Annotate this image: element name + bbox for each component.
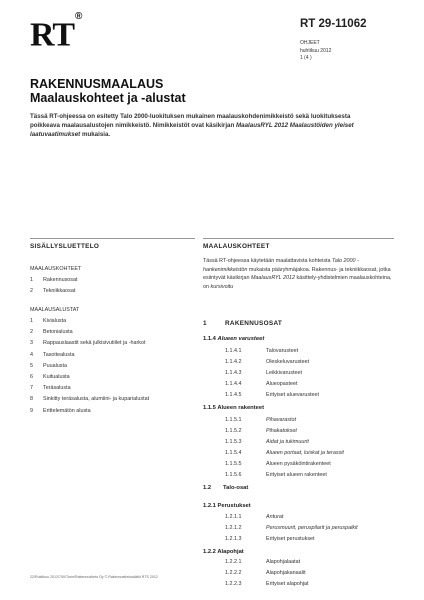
- doc-date: huhtikuu 2012: [300, 47, 332, 54]
- item-number: 1.2.1.3: [225, 536, 242, 542]
- toc-group1-title: MAALAUSKOHTEET: [30, 266, 82, 272]
- rt-logo: [30, 11, 82, 54]
- component-item: [203, 368, 393, 379]
- subsection-1-1-5: [203, 405, 264, 411]
- item-number: 4: [30, 351, 33, 358]
- component-item: [203, 557, 393, 568]
- component-item: [203, 415, 393, 426]
- toc-item: [30, 383, 195, 394]
- item-label: Alapohjakanaalit: [266, 570, 306, 576]
- item-number: 5: [30, 362, 33, 369]
- item-number: 8: [30, 396, 33, 403]
- item-label: Perusmuurit, peruspilarit ja peruspalkit: [266, 525, 358, 531]
- document-meta: [300, 40, 331, 63]
- item-number: 1.2.2.1: [225, 559, 242, 565]
- item-number: 7: [30, 385, 33, 392]
- title-line-2: Maalauskohteet ja -alustat: [30, 91, 186, 105]
- item-label: Alueen pysäköintirakenteet: [266, 461, 331, 467]
- component-item: [203, 523, 393, 534]
- item-number: 1.1.5.5: [225, 461, 242, 467]
- intro-text-2: mukaisia.: [80, 131, 111, 138]
- subsection-num: 1.1.4: [203, 336, 216, 342]
- item-label: Rappauslaastit sekä julkisivutiilet ja -harkot: [43, 340, 146, 347]
- component-item: [203, 568, 393, 579]
- subsection-title: Alueen varusteet: [217, 336, 265, 342]
- para-italic-3: kursivoitu: [210, 283, 234, 290]
- doc-type: OHJEET: [300, 40, 320, 46]
- chapter-1-title: RAKENNUSOSAT: [225, 320, 283, 327]
- toc-heading: SISÄLLYSLUETTELO: [30, 243, 100, 250]
- right-divider: [203, 238, 394, 239]
- item-number: 1.1.5.1: [225, 417, 242, 423]
- item-label: Talovarusteet: [266, 348, 299, 354]
- item-label: Aidat ja tukimuurit: [266, 439, 309, 445]
- item-number: 1.1.4.1: [225, 348, 242, 354]
- item-number: 1.1.5.3: [225, 439, 242, 445]
- item-label: Oleskeluvarusteet: [266, 359, 310, 365]
- item-label: Kuitualusta: [43, 374, 70, 380]
- intro-paragraph: [30, 112, 370, 139]
- item-number: 1.1.5.4: [225, 450, 242, 456]
- item-number: 1.2.2.3: [225, 581, 242, 587]
- item-label: Teräsalusta: [43, 385, 71, 392]
- para-text-a: Tässä RT-ohjeessa käytetään maalattavista kohteista: [203, 258, 333, 264]
- subsection-num: 1.2.1: [203, 503, 216, 509]
- item-label: Puualusta: [43, 362, 67, 369]
- toc-item: [30, 394, 195, 405]
- item-label: Erityiset perustukset: [266, 536, 315, 542]
- component-item: [203, 426, 393, 437]
- component-item: [203, 346, 393, 357]
- subsection-title: Perustukset: [217, 503, 251, 509]
- component-item: [203, 390, 393, 401]
- subsection-1-2-2: [203, 549, 244, 555]
- item-number: 1.1.4.3: [225, 370, 242, 376]
- component-item: [203, 534, 393, 545]
- item-number: 1.2.1.1: [225, 514, 242, 520]
- item-number: 1.1.4.4: [225, 381, 242, 387]
- component-item: [203, 470, 393, 481]
- toc-item: [30, 327, 195, 338]
- item-number: 1: [30, 318, 33, 324]
- subsection-num: 1.2.2: [203, 549, 216, 555]
- para-italic-2: MaalausRYL 2012: [250, 275, 295, 281]
- intro-text-1: Tässä RT-ohjeessa on esitetty Talo 2000-luokituksen mukainen maalauskohdenimikkeistö sekä luokituksesta poikkeava maalausalustojen nimikkeistö. Nimikkeistöt ovat käsikirjan: [30, 113, 351, 129]
- toc-item: [30, 350, 195, 361]
- item-number: 1.1.4.5: [225, 392, 242, 398]
- title-line-1: RAKENNUSMAALAUS: [30, 77, 164, 91]
- component-item: [203, 357, 393, 368]
- item-label: Pihakatokset: [266, 428, 297, 434]
- item-number: 1.2.1.2: [225, 525, 242, 531]
- para-italic-1: Talo 2000 -hankenimikkeistön: [203, 258, 359, 273]
- item-number: 1.1.4.2: [225, 359, 242, 365]
- item-label: Alueopasteet: [266, 381, 298, 387]
- subsection-title: Alueen rakenteet: [217, 405, 265, 411]
- item-label: Alapohjalaatat: [266, 559, 301, 565]
- item-number: 1: [30, 277, 33, 283]
- section-heading: MAALAUSKOHTEET: [203, 243, 270, 250]
- toc-item: [30, 406, 195, 417]
- para-text-c: käsittely-yhdistelmien maalauskohteina, on: [203, 275, 392, 290]
- toc-item: [30, 372, 195, 383]
- page-count: 1 (4 ): [300, 55, 312, 61]
- item-number: 3: [30, 340, 33, 347]
- chapter-1-heading: [203, 320, 283, 327]
- subsection-num: 1.1.5: [203, 405, 216, 411]
- page-footer: 22\Rukitkuu 2012/700/Turin/Rakennustieto Oy © Rakennustietosäätiö RTS 2012: [30, 575, 158, 579]
- item-label: Rakennusosat: [43, 277, 78, 283]
- item-label: Tasoitealusta: [43, 351, 75, 358]
- item-number: 9: [30, 407, 33, 414]
- component-item: [203, 437, 393, 448]
- toc-item: [30, 286, 195, 297]
- subsection-1-2: [203, 485, 249, 491]
- subsection-title: Alapohjat: [217, 549, 244, 555]
- toc-item: [30, 275, 195, 286]
- chapter-1-num: 1: [203, 320, 207, 327]
- subsection-1-1-4: [203, 336, 264, 342]
- page-title: [30, 77, 186, 105]
- item-number: 2: [30, 329, 33, 336]
- item-label: Erityiset alapohjat: [266, 581, 309, 587]
- toc-item: [30, 316, 195, 327]
- subsection-1-2-1: [203, 503, 251, 509]
- subsection-title: Talo-osat: [223, 485, 249, 491]
- component-item: [203, 459, 393, 470]
- toc-divider: [30, 238, 195, 239]
- item-label: Erityiset alueen rakenteet: [266, 472, 327, 478]
- item-label: Leikkivarusteet: [266, 370, 302, 376]
- item-number: 1.1.5.2: [225, 428, 242, 434]
- toc-item: [30, 338, 195, 349]
- logo-text: RT: [30, 16, 75, 54]
- item-label: Pihavarastot: [266, 417, 296, 423]
- registered-mark: ®: [75, 11, 82, 22]
- item-label: Erityiset aluevarusteet: [266, 392, 320, 398]
- component-item: [203, 448, 393, 459]
- section-paragraph: [203, 257, 393, 291]
- item-label: Alueen portaat, luiskat ja terassit: [266, 450, 344, 456]
- document-id: RT 29-11062: [300, 18, 367, 30]
- component-item: [203, 512, 393, 523]
- subsection-num: 1.2: [203, 485, 212, 491]
- item-label: Kivialusta: [43, 318, 67, 324]
- component-item: [203, 579, 393, 590]
- component-item: [203, 379, 393, 390]
- para-text-b: mukaista pääryhmäjakoa. Rakennus- ja tekniikkaosat, jotka esiintyvät käsikirjan: [203, 266, 391, 281]
- item-number: 2: [30, 288, 33, 294]
- intro-italic: MaalausRYL 2012 Maalaustöiden yleiset laatuvaatimukset: [30, 122, 354, 138]
- item-number: 1.1.5.6: [225, 472, 242, 478]
- item-label: Betonialusta: [43, 329, 73, 336]
- toc-item: [30, 361, 195, 372]
- item-label: Sinkitty teräsalusta, alumiini- ja kuparialustat: [43, 396, 150, 403]
- item-label: Erittelemätön alusta: [43, 407, 91, 414]
- item-label: Anturat: [266, 514, 284, 520]
- item-number: 1.2.2.2: [225, 570, 242, 576]
- item-number: 6: [30, 374, 33, 380]
- item-label: Tekniikkaosat: [43, 288, 76, 294]
- toc-group2-title: MAALAUSALUSTAT: [30, 307, 80, 313]
